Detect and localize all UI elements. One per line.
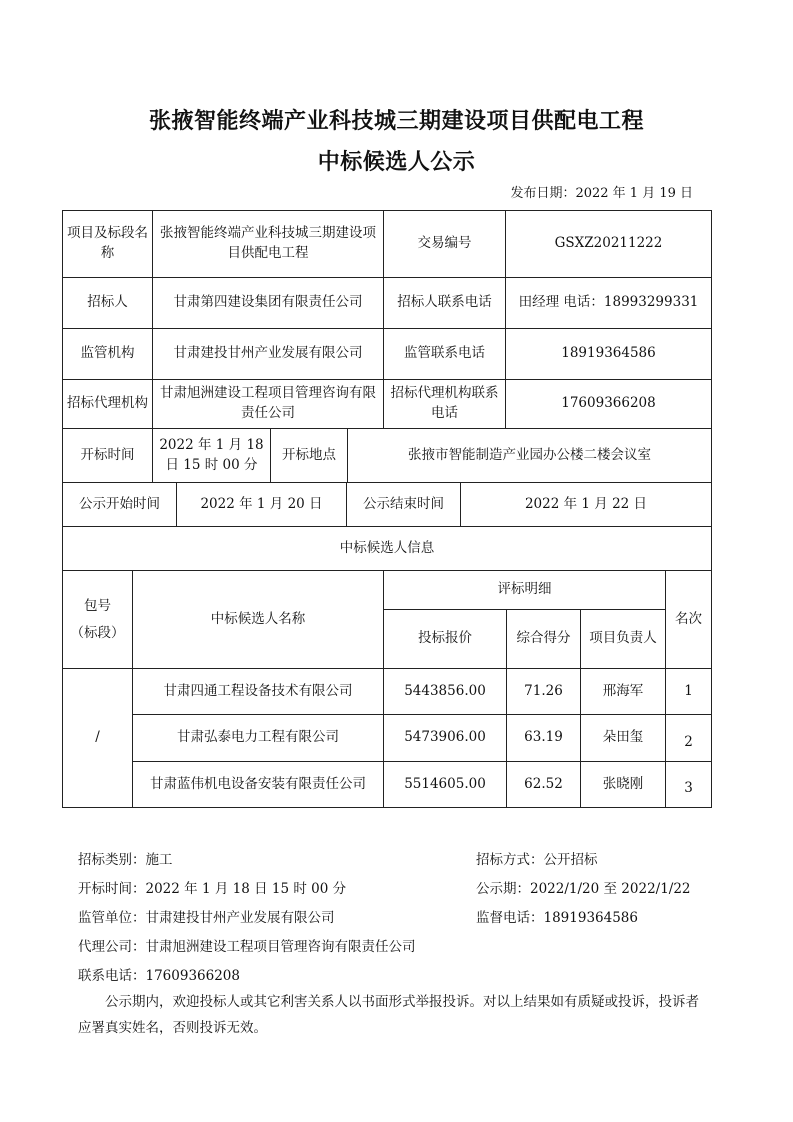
notice-period: 公示期：2022/1/20 至 2022/1/22 bbox=[476, 881, 691, 897]
document-title-line2: 中标候选人公示 bbox=[317, 150, 476, 175]
publish-date: 发布日期：2022 年 1 月 19 日 bbox=[510, 186, 693, 201]
agency-label: 招标代理机构 bbox=[62, 379, 153, 429]
candidate-manager: 张晓刚 bbox=[580, 761, 666, 808]
supervisor-phone-value: 18919364586 bbox=[505, 328, 712, 380]
candidate-name-header: 中标候选人名称 bbox=[132, 570, 384, 669]
tenderer-label: 招标人 bbox=[62, 277, 153, 329]
complaint-notice: 公示期内，欢迎投标人或其它利害关系人以书面形式举报投诉。对以上结果如有质疑或投诉，投诉者应署真实姓名，否则投诉无效。 bbox=[78, 994, 699, 1036]
supervisor-value: 甘肃建投甘州产业发展有限公司 bbox=[152, 328, 384, 380]
candidate-score: 62.52 bbox=[506, 761, 581, 808]
supervisor-label: 监管机构 bbox=[62, 328, 153, 380]
project-name-value: 张掖智能终端产业科技城三期建设项目供配电工程 bbox=[152, 210, 384, 278]
candidate-manager: 朵田玺 bbox=[580, 714, 666, 762]
supervise-unit: 监管单位：甘肃建投甘州产业发展有限公司 bbox=[78, 910, 335, 926]
score-header: 综合得分 bbox=[506, 609, 581, 669]
supervisor-phone-label: 监管联系电话 bbox=[383, 328, 506, 380]
open-place-value: 张掖市智能制造产业园办公楼二楼会议室 bbox=[347, 428, 712, 483]
candidates-section-title: 中标候选人信息 bbox=[62, 526, 712, 571]
candidate-rank: 3 bbox=[665, 761, 712, 808]
open-time-label: 开标时间 bbox=[62, 428, 153, 483]
tenderer-phone-label: 招标人联系电话 bbox=[383, 277, 506, 329]
agency-phone-value: 17609366208 bbox=[505, 379, 712, 429]
candidate-rank: 2 bbox=[665, 714, 712, 762]
candidate-name: 甘肃弘泰电力工程有限公司 bbox=[132, 714, 384, 762]
candidate-name: 甘肃四通工程设备技术有限公司 bbox=[132, 668, 384, 715]
candidate-score: 63.19 bbox=[506, 714, 581, 762]
evaluation-detail-header: 评标明细 bbox=[383, 570, 666, 610]
tenderer-value: 甘肃第四建设集团有限责任公司 bbox=[152, 277, 384, 329]
notice-start-value: 2022 年 1 月 20 日 bbox=[176, 482, 347, 527]
notice-start-label: 公示开始时间 bbox=[62, 482, 177, 527]
trade-no-label: 交易编号 bbox=[383, 210, 506, 278]
bid-price-header: 投标报价 bbox=[383, 609, 507, 669]
notice-end-value: 2022 年 1 月 22 日 bbox=[460, 482, 712, 527]
agency-value: 甘肃旭洲建设工程项目管理咨询有限责任公司 bbox=[152, 379, 384, 429]
candidate-score: 71.26 bbox=[506, 668, 581, 715]
candidate-name: 甘肃蓝伟机电设备安装有限责任公司 bbox=[132, 761, 384, 808]
agent-company: 代理公司：甘肃旭洲建设工程项目管理咨询有限责任公司 bbox=[78, 939, 416, 955]
candidate-rank: 1 bbox=[665, 668, 712, 715]
package-value: / bbox=[62, 668, 133, 808]
bid-method: 招标方式：公开招标 bbox=[476, 852, 598, 868]
tenderer-phone-value: 田经理 电话：18993299331 bbox=[505, 277, 712, 329]
notice-end-label: 公示结束时间 bbox=[346, 482, 461, 527]
package-header: 包号 （标段） bbox=[62, 570, 133, 669]
agency-phone-label: 招标代理机构联系电话 bbox=[383, 379, 506, 429]
candidate-manager: 邢海军 bbox=[580, 668, 666, 715]
candidate-price: 5473906.00 bbox=[383, 714, 507, 762]
manager-header: 项目负责人 bbox=[580, 609, 666, 669]
rank-header: 名次 bbox=[665, 570, 712, 669]
open-place-label: 开标地点 bbox=[270, 428, 348, 483]
document-title-line1: 张掖智能终端产业科技城三期建设项目供配电工程 bbox=[148, 109, 644, 134]
contact-phone: 联系电话：17609366208 bbox=[78, 968, 240, 984]
trade-no-value: GSXZ20211222 bbox=[505, 210, 712, 278]
supervise-phone: 监督电话：18919364586 bbox=[476, 910, 638, 926]
bid-type: 招标类别：施工 bbox=[78, 852, 173, 868]
candidate-price: 5443856.00 bbox=[383, 668, 507, 715]
open-time-value: 2022 年 1 月 18 日 15 时 00 分 bbox=[152, 428, 271, 483]
candidate-price: 5514605.00 bbox=[383, 761, 507, 808]
project-name-label: 项目及标段名称 bbox=[62, 210, 153, 278]
footer-open-time: 开标时间：2022 年 1 月 18 日 15 时 00 分 bbox=[78, 881, 347, 897]
